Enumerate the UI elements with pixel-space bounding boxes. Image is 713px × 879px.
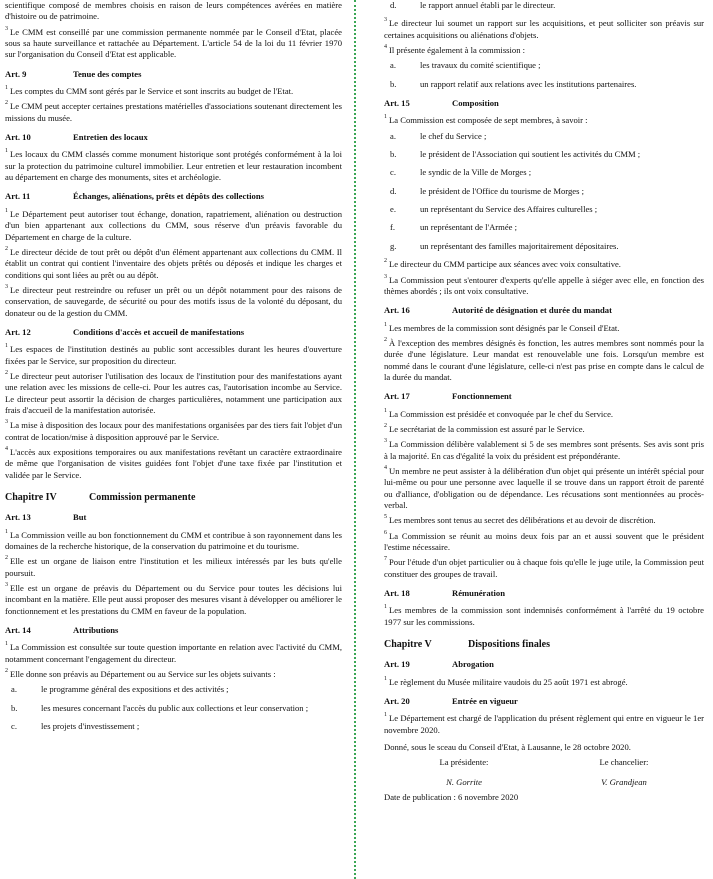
publication-date: Date de publication : 6 novembre 2020	[384, 792, 519, 803]
paragraph: $^2$ Le secrétariat de la commission est assuré par le Service.	[384, 422, 585, 434]
left-column	[5, 0, 342, 739]
list	[5, 684, 342, 732]
list	[384, 60, 704, 90]
article-heading: Art. 17 Fonctionnement	[384, 391, 512, 402]
paragraph: $^2$ Le directeur du CMM participe aux séances avec voix consultative.	[384, 258, 621, 270]
paragraph: $^5$ Les membres sont tenus au secret des délibérations et au devoir de discrétion.	[384, 514, 656, 526]
paragraph: $^3$ Elle est un organe de préavis du Département ou du Service pour toutes les décisions lui incombant en la matière. Elle peut aussi proposer des mesures visant à développer ou améliorer le fonctionnement et les prestations du CMM en faveur de la population.	[5, 581, 342, 616]
paragraph: $^2$ Le CMM peut accepter certaines prestations matérielles d'associations soutenant directement les missions du musée.	[5, 100, 342, 123]
paragraph: $^1$ Les membres de la commission sont désignés par le Conseil d'Etat.	[384, 321, 620, 333]
list-item: c. le syndic de la Ville de Morges ;	[390, 167, 532, 178]
president-title: La présidente:	[439, 757, 489, 768]
list	[384, 131, 704, 252]
chapter-heading: Chapitre V Dispositions finales	[384, 639, 550, 651]
paragraph: $^7$ Pour l'étude d'un objet particulier ou à chaque fois qu'elle le juge utile, la Commission peut constituer des groupes de travail.	[384, 556, 704, 579]
chancellor-name: V. Grandjean	[601, 776, 647, 787]
paragraph: scientifique composé de membres choisis en raison de leurs compétences avérées en matière d'histoire ou de patrimoine.	[5, 0, 342, 22]
paragraph: $^3$ La Commission peut s'entourer d'experts qu'elle appelle à siéger avec elle, en fonction des thèmes abordés ; ils ont voix consultative.	[384, 273, 704, 296]
list-item: b. le président de l'Association qui soutient les activités du CMM ;	[390, 149, 641, 160]
paragraph: $^3$ La mise à disposition des locaux pour des manifestations organisées par des tiers fait l'objet d'un contrat de location/mise à disposition approuvé par le Service.	[5, 419, 342, 442]
paragraph: $^4$ Il présente également à la commission :	[384, 44, 526, 56]
paragraph: $^3$ Le directeur lui soumet un rapport sur les acquisitions, et peut solliciter son préavis sur certaines acquisitions ou aliénations d'objets.	[384, 17, 704, 40]
paragraph: $^2$ Elle est un organe de liaison entre l'institution et les milieux intéressés par les buts qu'elle poursuit.	[5, 555, 342, 578]
list-item: d. le président de l'Office du tourisme de Morges ;	[390, 185, 584, 196]
list-item: b. un rapport relatif aux relations avec les institutions partenaires.	[390, 78, 637, 89]
column-divider	[354, 0, 356, 879]
article-heading: Art. 12 Conditions d'accès et accueil de manifestations	[5, 326, 245, 337]
article-heading: Art. 20 Entrée en vigueur	[384, 695, 518, 706]
list-item: b. les mesures concernant l'accès du public aux collections et leur conservation ;	[11, 702, 309, 713]
list-item: e. un représentant du Service des Affaires culturelles ;	[390, 204, 598, 215]
paragraph: $^1$ Le Département est chargé de l'application du présent règlement qui entre en vigueur le 1er novembre 2020.	[384, 712, 704, 735]
article-heading: Art. 10 Entretien des locaux	[5, 132, 148, 143]
paragraph: $^2$ Le directeur décide de tout prêt ou dépôt d'un élément appartenant aux collections du CMM. Il établit un contrat qui contient l'inventaire des objets prêtés ou déposés et indique les charges et conditions qui sont liées au prêt ou au dépôt.	[5, 245, 342, 280]
list-item: a. le chef du Service ;	[390, 130, 487, 141]
article-heading: Art. 19 Abrogation	[384, 659, 494, 670]
paragraph: $^4$ Un membre ne peut assister à la délibération d'un objet qui présente un intérêt spécial pour lui-même ou pour une personne avec laquelle il se trouve dans un rapport étroit de parenté ou d'alliance, d'obligation ou de dépendance. Les récusations sont mentionnées au procès-verbal.	[384, 464, 704, 510]
list-item: g. un représentant des familles majoritairement dépositaires.	[390, 240, 619, 251]
paragraph: $^1$ La Commission veille au bon fonctionnement du CMM et contribue à son rayonnement dans les domaines de la recherche historique, de la conservation du patrimoine et du tourisme.	[5, 528, 342, 551]
article-heading: Art. 13 But	[5, 512, 87, 523]
article-heading: Art. 16 Autorité de désignation et durée du mandat	[384, 305, 612, 316]
paragraph: $^2$ Le directeur peut autoriser l'utilisation des locaux de l'institution pour des manifestations ayant une relation avec les missions de celle-ci. Pour les autres cas, l'autorisation incombe au Service. Le directeur peut assortir la décision de charges particulières, notamment une participation aux frais d'accueil de la manifestation autorisée.	[5, 369, 342, 415]
paragraph: $^1$ Les locaux du CMM classés comme monument historique sont protégés conformément à la loi sur la protection du patrimoine culturel immobilier. Leur entretien et leur restauration incombent au département en charge des monuments, sites et archéologie.	[5, 148, 342, 183]
signature-names	[384, 777, 704, 788]
list-item: a. le programme général des expositions et des activités ;	[11, 684, 229, 695]
chapter-heading: Chapitre IV Commission permanente	[5, 492, 196, 504]
list-item: c. les projets d'investissement ;	[11, 721, 140, 732]
paragraph: $^2$ Elle donne son préavis au Département ou au Service sur les objets suivants :	[5, 668, 276, 679]
paragraph: $^1$ La Commission est composée de sept membres, à savoir :	[384, 114, 588, 126]
chancellor-title: Le chancelier:	[599, 757, 649, 768]
list-item: f. un représentant de l'Armée ;	[390, 222, 517, 233]
paragraph: $^6$ La Commission se réunit au moins deux fois par an et aussi souvent que le président l'estime nécessaire.	[384, 529, 704, 553]
signature-titles	[384, 757, 704, 768]
paragraph: $^3$ Le CMM est conseillé par une commission permanente nommée par le Conseil d'Etat, placée sous sa haute surveillance et rattachée au Département. L'article 54 de la loi du 11 février 1970 sur l'organisation du Conseil d'Etat est applicable.	[5, 25, 342, 60]
article-heading: Art. 14 Attributions	[5, 624, 119, 635]
president-name: N. Gorrite	[446, 776, 482, 787]
signature-given: Donné, sous le sceau du Conseil d'Etat, à Lausanne, le 28 octobre 2020.	[384, 742, 631, 752]
paragraph: $^2$ À l'exception des membres désignés ès fonction, les autres membres sont nommés pour la durée d'une législature. Leur mandat est renouvelable une fois. Lorsqu'un membre est nommé dans le courant d'une législature, celle-ci n'est pas prise en compte dans le calcul de la durée du mandat.	[384, 336, 704, 382]
paragraph: $^1$ Les membres de la commission sont indemnisés conformément à l'arrêté du 19 octobre 1977 sur les commissions.	[384, 604, 704, 627]
list-item: a. les travaux du comité scientifique ;	[390, 60, 541, 71]
paragraph: $^4$ L'accès aux expositions temporaires ou aux manifestations revêtant un caractère extraordinaire de même que l'organisation de visites guidées font l'objet d'une taxe fixée par l'institution et validée par le Service.	[5, 446, 342, 480]
paragraph: $^1$ Le Département peut autoriser tout échange, donation, rapatriement, aliénation ou destruction d'un bien appartenant aux collections du CMM, sous réserve d'un préavis favorable du Département en charge de la culture.	[5, 207, 342, 242]
list-item: d. le rapport annuel établi par le directeur.	[390, 0, 556, 10]
paragraph: $^3$ Le directeur peut restreindre ou refuser un prêt ou un dépôt notamment pour des raisons de conservation, de sauvegarde, de sécurité ou pour des motifs issus de la volonté du déposant, du donateur ou de la gestion du CMM.	[5, 283, 342, 318]
right-column	[384, 0, 704, 807]
article-heading: Art. 15 Composition	[384, 98, 499, 109]
article-heading: Art. 18 Rémunération	[384, 588, 505, 599]
paragraph: $^1$ Les comptes du CMM sont gérés par le Service et sont inscrits au budget de l'Etat.	[5, 85, 294, 97]
paragraph: $^1$ Les espaces de l'institution destinés au public sont accessibles durant les heures d'ouverture fixées par le Service, sur proposition du directeur.	[5, 343, 342, 366]
article-heading: Art. 11 Échanges, aliénations, prêts et dépôts des collections	[5, 191, 264, 202]
paragraph: $^1$ La Commission est présidée et convoquée par le chef du Service.	[384, 407, 614, 419]
paragraph: $^3$ La Commission délibère valablement si 5 de ses membres sont présents. Ses avis sont pris à la majorité. En cas d'égalité la voix du président est prépondérante.	[384, 438, 704, 461]
paragraph: $^1$ Le règlement du Musée militaire vaudois du 25 août 1971 est abrogé.	[384, 675, 628, 687]
article-heading: Art. 9 Tenue des comptes	[5, 68, 142, 79]
paragraph: $^1$ La Commission est consultée sur toute question importante en relation avec l'activité du CMM, notamment concernant l'engagement du directeur.	[5, 641, 342, 664]
